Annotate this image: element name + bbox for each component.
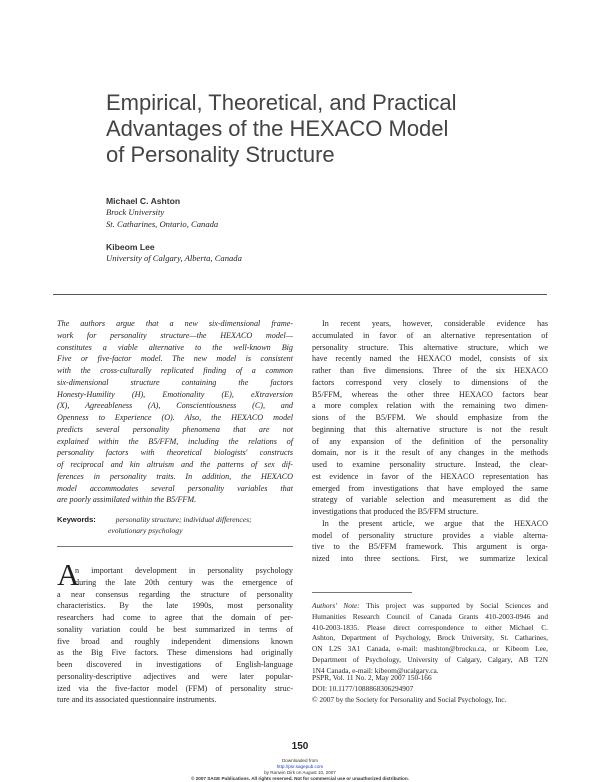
abstract-line: The authors argue that a new six-dimensional frame- (57, 319, 293, 328)
title-line: Advantages of the HEXACO Model (106, 116, 449, 141)
citation-info (312, 673, 548, 705)
note-line: Department of Psychology, University of Calgary, Calgary, AB T2N (312, 654, 548, 664)
footer-line (0, 758, 600, 776)
abstract-line: personality factors with theoretical biologists' constructs (57, 448, 293, 458)
authors-note (312, 601, 548, 677)
footnote-divider (312, 592, 412, 593)
body-line: In recent years, however, considerable evidence has (322, 319, 548, 328)
article-title (106, 90, 526, 168)
body-line: tive to the B5/FFM framework. This argument is orga- (312, 542, 548, 552)
author-block (106, 196, 218, 230)
body-line: personality structure. This alternative structure, which we (312, 342, 548, 352)
note-line: ON L2S 3A1 Canada, e-mail: mashton@brocku.ca, or Kibeom Lee, (312, 644, 548, 654)
abstract-line: are poorly assimilated within the B5/FFM. (57, 495, 197, 505)
body-line: accumulated in favor of an alternative representation of (312, 330, 548, 340)
body-line: as the Big Five factors. These dimensions had originally (57, 648, 293, 658)
body-line: have recently named the HEXACO model, consists of six (312, 354, 548, 364)
abstract-line: of reciprocal and kin altruism and the patterns of sex dif- (57, 460, 293, 469)
abstract-line: predicts several personality phenomena that are not (57, 424, 293, 434)
note-line: 1N4 Canada, e-mail: kibeom@ucalgary.ca. (312, 665, 439, 675)
body-line: sonality variation could be best summarized in terms of (57, 624, 293, 634)
note-line: Ashton, Department of Psychology, Brock University, St. Catharines, (312, 633, 548, 643)
body-line: emerged from investigations that have employed the same (312, 483, 548, 493)
abstract (57, 318, 293, 506)
abstract-line: explained within the B5/FFM, including the relations of (57, 436, 293, 446)
body-line: characteristics. By the late 1990s, most personality (57, 601, 293, 611)
affiliation-line: University of Calgary, Alberta, Canada (106, 253, 242, 263)
abstract-line: ferences in personality traits. In addition, the HEXACO (57, 471, 293, 481)
keywords-text: evolutionary psychology (108, 525, 183, 535)
body-line: ized via the five-factor model (FFM) of personality struc- (57, 683, 293, 693)
note-heading: Authors' Note: (312, 601, 360, 610)
body-line: domain, nor is it the result of any changes in the methods (312, 448, 548, 458)
body-line: a near consensus regarding the structure of personality (57, 589, 293, 599)
body-line: model of personality structure provides a viable alterna- (312, 530, 548, 540)
note-line: Humanities Research Council of Canada Grants 410-2003-0946 and (312, 611, 548, 621)
footer-text: Downloaded from (281, 758, 318, 763)
citation-line: DOI: 10.1177/1088868306294907 (312, 683, 414, 693)
affiliation-line: St. Catharines, Ontario, Canada (106, 219, 219, 229)
abstract-line: six-dimensional structure containing the factors (57, 377, 293, 387)
body-line: of any expansion of the definition of the personality (312, 436, 548, 446)
body-line: factors correspond very closely to dimensions of the (312, 377, 548, 387)
title-line: of Personality Structure (106, 142, 335, 167)
page-number: 150 (291, 741, 309, 752)
affiliation-line: Brock University (106, 207, 165, 217)
body-line: n important development in personality psychology (75, 566, 293, 575)
body-line: researchers had come to agree that the domain of per- (57, 613, 293, 622)
body-line: rather than five dimensions. Three of the six HEXACO (312, 366, 548, 375)
intro-paragraph (57, 557, 293, 706)
drop-cap: A (57, 557, 80, 592)
body-line: In the present article, we argue that the HEXACO (322, 518, 548, 528)
note-line: 410-2003-1835. Please direct correspondence to either Michael C. (312, 622, 548, 632)
title-line: Empirical, Theoretical, and Practical (106, 90, 457, 115)
body-line: been discovered in investigations of English-language (57, 660, 293, 669)
header-divider (53, 294, 547, 295)
author-block (106, 242, 242, 264)
keywords (57, 515, 293, 536)
keywords-label: Keywords: (57, 515, 96, 524)
keywords-text: personality structure; individual differences; (115, 515, 252, 524)
keywords-divider (57, 546, 293, 547)
footer-line (0, 776, 600, 782)
body-line: five broad and roughly independent dimensions known (57, 636, 293, 646)
abstract-line: work for personality structure—the HEXACO model— (57, 330, 293, 340)
citation-line: © 2007 by the Society for Personality and Social Psychology, Inc. (312, 694, 507, 704)
body-line: personality-descriptive adjectives and were later popular- (57, 671, 293, 681)
body-line: B5/FFM, whereas the other three HEXACO factors bear (312, 389, 548, 399)
footer-link[interactable]: http://psr.sagepub.com (276, 764, 324, 769)
body-line: beginning that this alternative structure is not the result (312, 424, 548, 434)
abstract-line: with the cross-culturally replicated finding of a common (57, 366, 293, 375)
author-name: Kibeom Lee (106, 242, 155, 252)
body-line: ture and its associated questionnaire instruments. (57, 695, 217, 705)
author-name: Michael C. Ashton (106, 196, 181, 206)
body-line: during the late 20th century was the emergence of (75, 577, 293, 587)
body-line: strategy of variable selection and measurement as did the (312, 495, 548, 505)
body-line: sions of the B5/FFM. We should emphasize from the (312, 413, 548, 422)
body-line: used to examine personality structure. Instead, the clear- (312, 460, 548, 469)
body-line: investigations that produced the B5/FFM structure. (312, 507, 479, 516)
abstract-line: Openness to Experience (O). Also, the HEXACO model (57, 413, 293, 422)
note-text: This project was supported by Social Sciences and (359, 601, 548, 610)
author-affiliation (106, 206, 218, 230)
body-line: nized into three sections. First, we summarize lexical (312, 554, 548, 563)
citation-line: PSPR, Vol. 11 No. 2, May 2007 150-166 (312, 673, 432, 682)
footer-text: by Ranwin Dirk on August 10, 2007 (264, 770, 336, 775)
download-footer (0, 758, 600, 782)
abstract-line: model accommodates several personality variables that (57, 483, 293, 493)
abstract-line: (X), Agreeableness (A), Conscientiousness (C), and (57, 401, 293, 411)
author-affiliation (106, 252, 242, 264)
body-line: est evidence in favor of the HEXACO representation has (312, 471, 548, 481)
abstract-line: Honesty-Humility (H), Emotionality (E), eXtraversion (57, 389, 293, 399)
footer-text: © 2007 SAGE Publications. All rights reserved. Not for commercial use or unauthorized distribution. (191, 776, 409, 781)
note-line (312, 601, 548, 612)
body-line: a more complex relation with the remaining two dimen- (312, 401, 548, 411)
abstract-line: Five or five-factor model. The new model is consistent (57, 354, 293, 364)
right-column (312, 318, 548, 565)
abstract-line: constitutes a viable alternative to the well-known Big (57, 342, 293, 352)
